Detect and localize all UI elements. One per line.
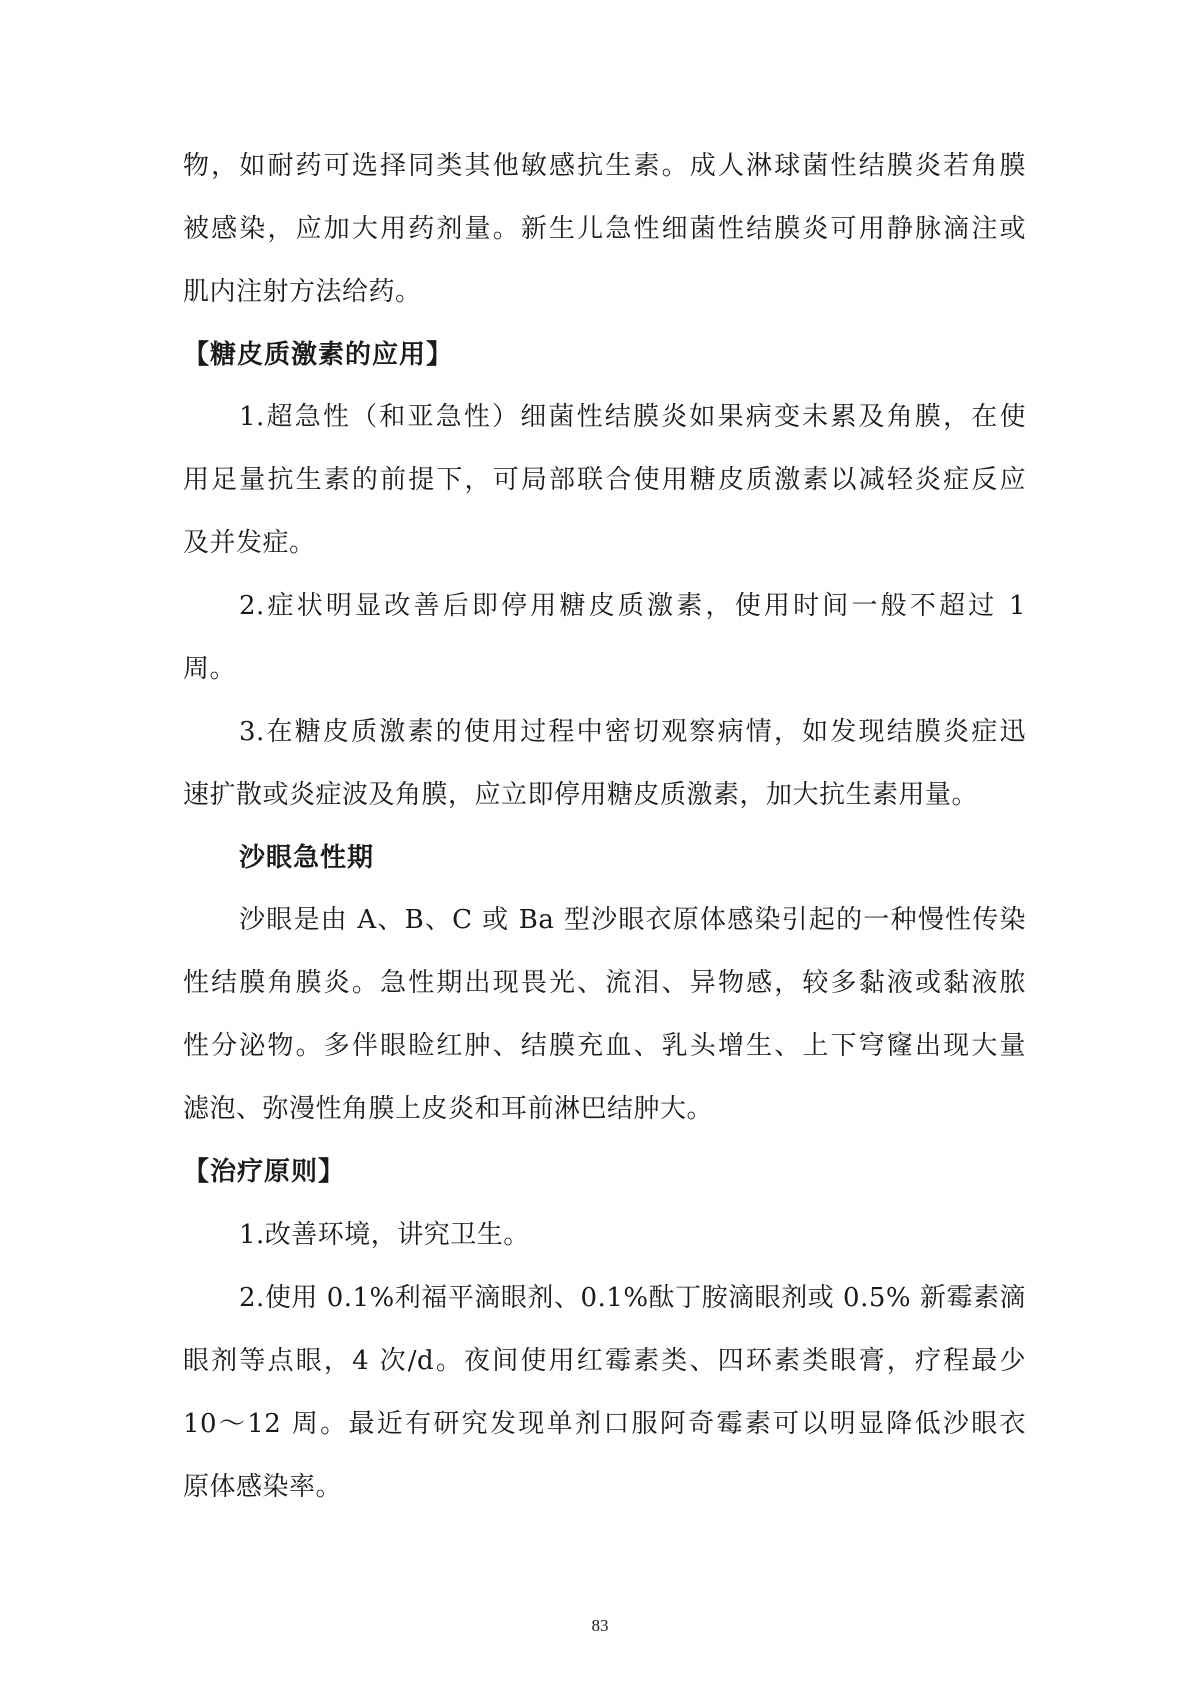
subsection-heading: 沙眼急性期	[239, 843, 375, 873]
paragraph-line: 周。	[183, 654, 237, 684]
section-heading: 【治疗原则】	[183, 1157, 346, 1187]
paragraph-line: 原体感染率。	[183, 1472, 343, 1502]
page-number: 83	[591, 1616, 609, 1635]
paragraph-line: 3.在糖皮质激素的使用过程中密切观察病情，如发现结膜炎症迅	[239, 717, 1026, 747]
paragraph-line: 及并发症。	[183, 528, 316, 558]
paragraph-line: 肌内注射方法给药。	[183, 277, 422, 307]
paragraph-line: 滤泡、弥漫性角膜上皮炎和耳前淋巴结肿大。	[183, 1094, 714, 1124]
paragraph-line: 沙眼是由 A、B、C 或 Ba 型沙眼衣原体感染引起的一种慢性传染	[239, 905, 1026, 935]
paragraph-line: 性分泌物。多伴眼睑红肿、结膜充血、乳头增生、上下穹窿出现大量	[183, 1031, 1026, 1061]
paragraph-line: 2.使用 0.1%利福平滴眼剂、0.1%酞丁胺滴眼剂或 0.5% 新霉素滴	[239, 1283, 1026, 1313]
paragraph-line: 10～12 周。最近有研究发现单剂口服阿奇霉素可以明显降低沙眼衣	[183, 1409, 1026, 1439]
paragraph-line: 1.超急性（和亚急性）细菌性结膜炎如果病变未累及角膜，在使	[239, 402, 1026, 432]
paragraph-line: 用足量抗生素的前提下，可局部联合使用糖皮质激素以减轻炎症反应	[183, 465, 1026, 495]
paragraph-line: 物，如耐药可选择同类其他敏感抗生素。成人淋球菌性结膜炎若角膜	[183, 151, 1026, 181]
paragraph-line: 2.症状明显改善后即停用糖皮质激素，使用时间一般不超过 1	[239, 591, 1026, 621]
paragraph-line: 1.改善环境，讲究卫生。	[239, 1220, 530, 1250]
paragraph-line: 性结膜角膜炎。急性期出现畏光、流泪、异物感，较多黏液或黏液脓	[183, 968, 1026, 998]
paragraph-line: 速扩散或炎症波及角膜，应立即停用糖皮质激素，加大抗生素用量。	[183, 780, 979, 810]
paragraph-line: 眼剂等点眼，4 次/d。夜间使用红霉素类、四环素类眼膏，疗程最少	[183, 1346, 1026, 1376]
section-heading: 【糖皮质激素的应用】	[183, 340, 454, 370]
paragraph-line: 被感染，应加大用药剂量。新生儿急性细菌性结膜炎可用静脉滴注或	[183, 214, 1026, 244]
